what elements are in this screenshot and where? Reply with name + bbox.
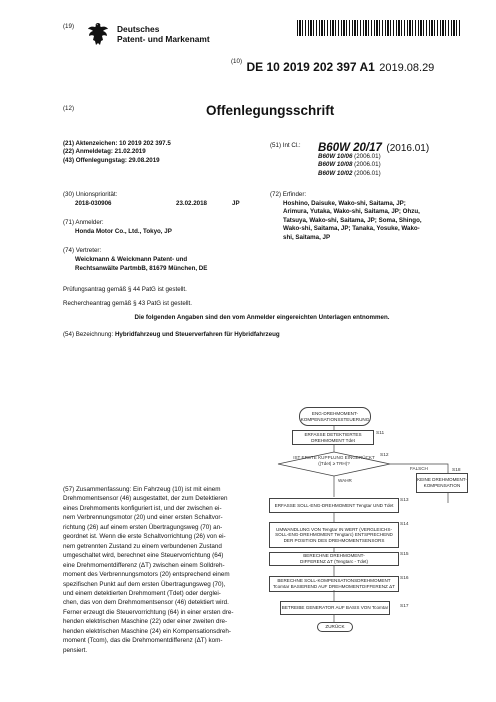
- erfinder-line: Wako-shi, Saitama, JP; Tanaka, Yosuke, Wako-: [283, 225, 420, 233]
- erfinder-line: Tatsuya, Wako-shi, Saitama, JP; Soma, Shingo,: [283, 216, 422, 224]
- flow-s16-box: BERECHNE SOLL-KOMPENSATIONSDREHMOMENT Tcomtar BASIEREND AUF DREHMOMENTDIFFERENZ ΔT: [269, 576, 399, 592]
- flow-s14-label: S14: [400, 522, 409, 527]
- erfinder-line: shi, Saitama, JP: [283, 233, 331, 241]
- pub-date: 2019.08.29: [379, 62, 435, 74]
- pruefungsantrag: Prüfungsantrag gemäß § 44 PatG ist gestellt.: [63, 286, 187, 293]
- abstract-line: chen, das von dem Drehmomentsensor (46) detektiert wird.: [63, 599, 229, 607]
- bezeichnung-text: Hybridfahrzeug und Steuerverfahren für Hybridfahrzeug: [114, 331, 280, 338]
- vertreter-line2: Rechtsanwälte PartmbB, 81679 München, DE: [75, 265, 208, 272]
- int-cl-label: (51) Int Cl.:: [270, 142, 301, 149]
- abstract-line: Drehmomentsensor (46) ausgestattet, der zum Detektieren: [63, 495, 228, 503]
- abstract-line: und einem detektierten Drehmoment (Tdet) oder derglei-: [63, 589, 221, 597]
- flow-s13-label: S13: [400, 498, 409, 503]
- flow-s16-label: S16: [400, 576, 409, 581]
- abstract-line: nem getrennten Zustand zu einem verbundenen Zustand: [63, 542, 222, 550]
- abstract-line: eine Drehmomentdifferenz (ΔT) zwischen einem Solldreh-: [63, 561, 225, 569]
- abstract-line: (57) Zusammenfassung: Ein Fahrzeug (10) ist mit einem: [63, 486, 221, 493]
- prioritaet-country: JP: [232, 200, 240, 207]
- flow-falsch-label: FALSCH: [410, 466, 428, 471]
- offenlegungstag: (43) Offenlegungstag: 29.08.2019: [63, 156, 160, 164]
- biblio-left: [63, 140, 263, 165]
- anmeldetag: (22) Anmeldetag: 21.02.2019: [63, 148, 146, 156]
- flow-end: ZURÜCK: [317, 622, 353, 632]
- barcode: [297, 20, 460, 36]
- erfinder-line: Arimura, Yutaka, Wako-shi, Saitama, JP; Ohzu,: [283, 208, 420, 216]
- erfinder-line: Hoshino, Daisuke, Wako-shi, Saitama, JP;: [283, 200, 406, 207]
- flow-wahr-label: WAHR: [338, 478, 352, 483]
- bezeichnung-label: (54) Bezeichnung:: [63, 331, 114, 338]
- prioritaet-label: (30) Unionspriorität:: [63, 191, 118, 198]
- flow-s11-label: S11: [376, 431, 385, 436]
- abstract-line: eines Drehmoments konfiguriert ist, und der zwischen ei-: [63, 504, 222, 512]
- flow-start: ENG-DREHMOMENT- KOMPENSATIONSSTEUERUNG: [299, 407, 371, 426]
- abstract-line: nem Verbrennungsmotor (20) und einer ersten Schaltvor-: [63, 514, 223, 522]
- eagle-icon: [87, 21, 109, 47]
- flow-s17-box: BETREIBE GENERATOR AUF BASIS VON Tcomtar: [280, 601, 390, 615]
- notice: Die folgenden Angaben sind den vom Anmelder eingereichten Unterlagen entnommen.: [134, 314, 390, 321]
- flow-s18-box: KEINE DREHMOMENT- KOMPENSATION: [416, 473, 468, 493]
- flow-s12-label: S12: [380, 453, 389, 458]
- flow-s14-box: UMWANDLUNG VON Tengtar IN WERT (VERGLEICHS- SOLL-ENG-DREHMOMENT Tengtarc) ENTSPRECHEND DER POSITION DES DREHMOMENTSENSORS: [269, 522, 399, 548]
- anmelder-label: (71) Anmelder:: [63, 219, 104, 226]
- abstract-line: geordnet ist. Wenn die erste Schaltvorrichtung (26) von ei-: [63, 533, 226, 541]
- abstract-line: moment des Verbrennungsmotors (20) entsprechend einem: [63, 571, 230, 579]
- int-cl-others: [318, 153, 381, 178]
- abstract-line: richtung (26) auf einem ersten Übertragungsweg (70) an-: [63, 523, 223, 531]
- vertreter-line1: Weickmann & Weickmann Patent- und: [75, 256, 188, 263]
- pub-number: DE 10 2019 202 397 A1: [246, 60, 375, 74]
- flow-s17-label: S17: [400, 604, 409, 609]
- abstract-line: umgeschaltet wird, berechnet eine Steuervorrichtung (64): [63, 552, 224, 560]
- int-cl-main-year: (2016.01): [386, 143, 430, 154]
- bezeichnung: [63, 331, 280, 339]
- abstract-line: spezifischen Punkt auf dem ersten Übertragungsweg (70),: [63, 580, 226, 588]
- abstract-line: pensiert.: [63, 646, 88, 654]
- erfinder-list: [283, 200, 458, 242]
- int-cl-row: B60W 10/08 (2006.01): [318, 161, 381, 169]
- int-cl-row: B60W 10/06 (2006.01): [318, 153, 381, 160]
- anmelder: Honda Motor Co., Ltd., Tokyo, JP: [75, 228, 172, 235]
- flow-s12-text: IST ERSTE KUPPLUNG EINGERÜCKT (|Tdet| ≥ TRH)?: [293, 455, 375, 466]
- flowchart-bottom: [268, 590, 468, 630]
- flow-s15-box: BERECHNE DREHMOMENT- DIFFERENZ ΔT (Tengtarc - Tdet): [269, 552, 399, 566]
- abstract-line: henden elektrischen Maschine (24) ein Kompensationsdreh-: [63, 627, 232, 635]
- office-name-line2: Patent- und Markenamt: [117, 34, 210, 44]
- vertreter-label: (74) Vertreter:: [63, 247, 102, 254]
- int-cl-row: B60W 10/02 (2006.01): [318, 169, 381, 177]
- abstract: [63, 485, 267, 655]
- flowchart: [268, 400, 468, 590]
- int-cl-main-code: B60W 20/17: [318, 142, 382, 154]
- abstract-line: Ferner erzeugt die Steuervorrichtung (64) in einer ersten dre-: [63, 608, 234, 616]
- eagle-logo: [87, 21, 109, 47]
- prioritaet-number: 2018-030906: [75, 200, 112, 207]
- doc-type-title: Offenlegungsschrift: [206, 103, 335, 118]
- flow-s13-box: ERFASSE SOLL-ENG-DREHMOMENT Tengtar UND Tdet: [269, 498, 399, 513]
- flow-s15-label: S15: [400, 552, 409, 557]
- erfinder-label: (72) Erfinder:: [270, 191, 307, 198]
- abstract-line: moment (Tcom), das die Drehmomentdifferenz (ΔT) kom-: [63, 637, 223, 645]
- flow-s11-box: ERFASSE DETEKTIERTES DREHMOMENT Tdet: [292, 430, 374, 445]
- publication-line: [231, 58, 434, 76]
- office-name-line1: Deutsches: [117, 24, 160, 34]
- doc-type-code: (12): [63, 105, 75, 112]
- doc-code-19: (19): [63, 23, 75, 30]
- pub-code: (10): [231, 58, 243, 65]
- prioritaet-date: 23.02.2018: [176, 200, 207, 207]
- aktenzeichen: (21) Aktenzeichen: 10 2019 202 397.5: [63, 140, 171, 147]
- abstract-line: henden elektrischen Maschine (22) oder einer zweiten dre-: [63, 618, 228, 626]
- rechercheantrag: Rechercheantrag gemäß § 43 PatG ist gestellt.: [63, 300, 192, 307]
- flow-s18-label: S18: [452, 468, 461, 473]
